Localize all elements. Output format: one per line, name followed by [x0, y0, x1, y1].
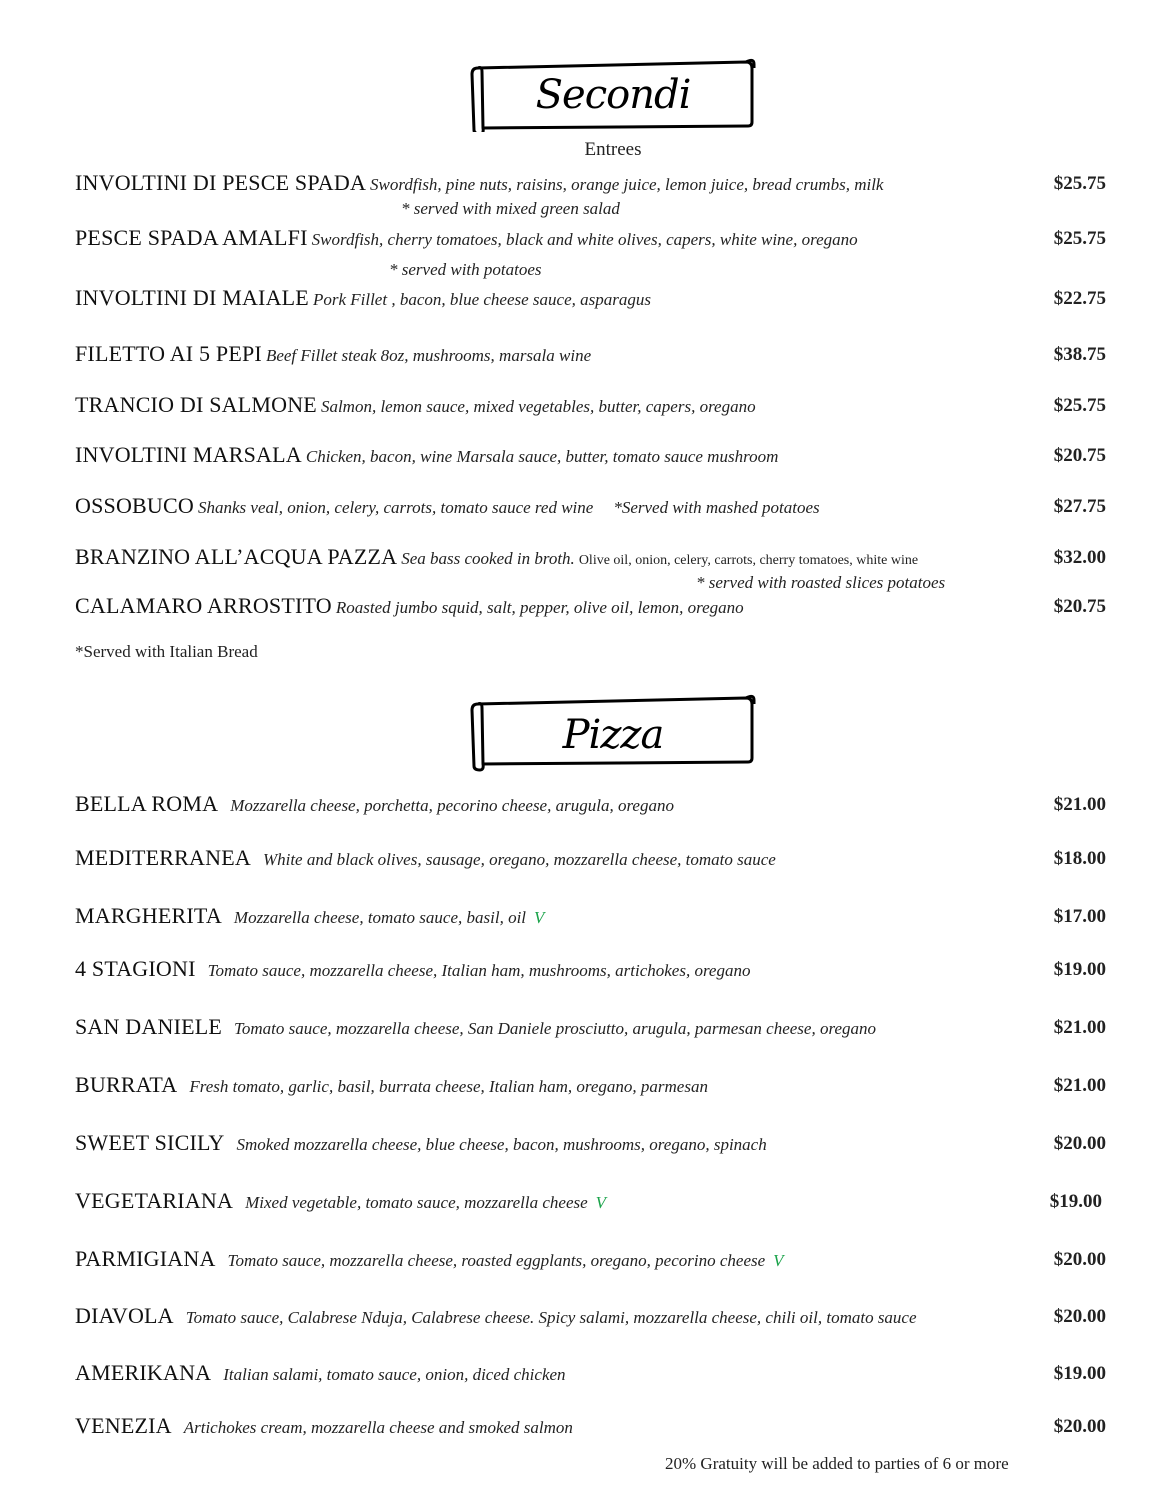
- item-description: Smoked mozzarella cheese, blue cheese, bacon, mushrooms, oregano, spinach: [236, 1135, 767, 1154]
- item-name: BURRATA: [75, 1072, 178, 1097]
- item-price: $27.75: [1053, 496, 1106, 517]
- menu-item: [75, 1303, 917, 1329]
- item-name: PARMIGIANA: [75, 1246, 216, 1271]
- item-note: * served with roasted slices potatoes: [696, 573, 946, 592]
- item-description-detail: Olive oil, onion, celery, carrots, cherry tomatoes, white wine: [578, 553, 919, 568]
- item-price: $22.75: [1053, 288, 1106, 309]
- item-price: $19.00: [1053, 1363, 1106, 1384]
- menu-item: [75, 791, 674, 817]
- item-price: $25.75: [1053, 228, 1106, 249]
- item-note: *Served with mashed potatoes: [613, 498, 820, 517]
- gratuity-note: 20% Gratuity will be added to parties of 6 or more: [665, 1454, 1009, 1473]
- menu-item: [75, 1360, 566, 1386]
- item-name: VEGETARIANA: [75, 1188, 234, 1213]
- item-note: * served with potatoes: [389, 260, 542, 279]
- menu-item: [75, 1246, 784, 1272]
- menu-item: [75, 1014, 876, 1040]
- pizza-title: Pizza: [562, 712, 664, 758]
- item-price: $21.00: [1053, 1017, 1106, 1038]
- secondi-subtitle: Entrees: [584, 139, 642, 160]
- item-price: $25.75: [1053, 395, 1106, 416]
- item-description: Chicken, bacon, wine Marsala sauce, butter, tomato sauce mushroom: [305, 447, 779, 466]
- item-description: Tomato sauce, mozzarella cheese, San Daniele prosciutto, arugula, parmesan cheese, oregano: [234, 1019, 876, 1038]
- item-price: $19.00: [1049, 1191, 1102, 1212]
- item-description: Mozzarella cheese, porchetta, pecorino cheese, arugula, oregano: [230, 796, 674, 815]
- vegetarian-icon: V: [773, 1251, 784, 1270]
- item-name: BRANZINO ALL’ACQUA PAZZA: [75, 544, 398, 569]
- item-price: $32.00: [1053, 547, 1106, 568]
- item-name: CALAMARO ARROSTITO: [75, 593, 332, 618]
- secondi-banner: [470, 56, 756, 132]
- menu-item: [75, 544, 918, 570]
- menu-item: [75, 1072, 708, 1098]
- menu-item: [75, 903, 544, 929]
- item-description: White and black olives, sausage, oregano, mozzarella cheese, tomato sauce: [262, 850, 776, 869]
- item-price: $20.00: [1053, 1133, 1106, 1154]
- bread-footnote: *Served with Italian Bread: [75, 642, 258, 661]
- menu-item: [75, 341, 591, 367]
- item-name: 4 STAGIONI: [75, 956, 196, 981]
- item-price: $20.75: [1053, 445, 1106, 466]
- item-price: $21.00: [1053, 1075, 1106, 1096]
- item-name: INVOLTINI MARSALA: [75, 442, 302, 467]
- menu-item: [75, 285, 651, 311]
- item-description: Sea bass cooked in broth.: [401, 549, 575, 568]
- item-description: Fresh tomato, garlic, basil, burrata cheese, Italian ham, oregano, parmesan: [189, 1077, 708, 1096]
- item-name: DIAVOLA: [75, 1303, 174, 1328]
- menu-item: [75, 1130, 767, 1156]
- item-name: MEDITERRANEA: [75, 845, 251, 870]
- item-description: Salmon, lemon sauce, mixed vegetables, butter, capers, oregano: [320, 397, 756, 416]
- menu-item: [75, 170, 883, 196]
- menu-item: [75, 392, 756, 418]
- item-price: $20.00: [1053, 1416, 1106, 1437]
- item-name: AMERIKANA: [75, 1360, 212, 1385]
- item-description: Tomato sauce, Calabrese Nduja, Calabrese cheese. Spicy salami, mozzarella cheese, chili oil, tomato sauce: [185, 1308, 917, 1327]
- item-description: Beef Fillet steak 8oz, mushrooms, marsala wine: [265, 346, 592, 365]
- item-name: INVOLTINI DI PESCE SPADA: [75, 170, 367, 195]
- item-price: $20.00: [1053, 1249, 1106, 1270]
- menu-item: [75, 956, 750, 982]
- item-price: $20.75: [1053, 596, 1106, 617]
- menu-item: [75, 442, 778, 468]
- menu-item: [75, 845, 776, 871]
- item-price: $18.00: [1053, 848, 1106, 869]
- pizza-banner: [470, 692, 756, 768]
- item-name: SAN DANIELE: [75, 1014, 223, 1039]
- item-name: SWEET SICILY: [75, 1130, 225, 1155]
- menu-item: [75, 493, 820, 519]
- item-description: Mozzarella cheese, tomato sauce, basil, oil: [233, 908, 527, 927]
- item-description: Italian salami, tomato sauce, onion, diced chicken: [223, 1365, 566, 1384]
- item-description: Pork Fillet , bacon, blue cheese sauce, asparagus: [312, 290, 651, 309]
- item-price: $20.00: [1053, 1306, 1106, 1327]
- item-name: BELLA ROMA: [75, 791, 219, 816]
- menu-item: [75, 1188, 606, 1214]
- item-price: $21.00: [1053, 794, 1106, 815]
- menu-item: [75, 1413, 573, 1439]
- item-price: $38.75: [1053, 344, 1106, 365]
- item-description: Tomato sauce, mozzarella cheese, Italian ham, mushrooms, artichokes, oregano: [207, 961, 751, 980]
- secondi-title: Secondi: [535, 72, 691, 118]
- item-price: $25.75: [1053, 173, 1106, 194]
- item-description: Shanks veal, onion, celery, carrots, tomato sauce red wine: [197, 498, 594, 517]
- item-description: Artichokes cream, mozzarella cheese and smoked salmon: [183, 1418, 573, 1437]
- item-price: $19.00: [1053, 959, 1106, 980]
- item-name: INVOLTINI DI MAIALE: [75, 285, 309, 310]
- item-description: Swordfish, pine nuts, raisins, orange juice, lemon juice, bread crumbs, milk: [370, 175, 884, 194]
- item-price: $17.00: [1053, 906, 1106, 927]
- item-name: TRANCIO DI SALMONE: [75, 392, 317, 417]
- item-name: MARGHERITA: [75, 903, 222, 928]
- item-name: OSSOBUCO: [75, 493, 194, 518]
- item-name: FILETTO AI 5 PEPI: [75, 341, 262, 366]
- item-name: VENEZIA: [75, 1413, 172, 1438]
- item-name: PESCE SPADA AMALFI: [75, 225, 308, 250]
- menu-item: [75, 593, 744, 619]
- item-note: * served with mixed green salad: [401, 199, 620, 218]
- item-description: Roasted jumbo squid, salt, pepper, olive oil, lemon, oregano: [335, 598, 744, 617]
- menu-item: [75, 225, 858, 251]
- item-description: Mixed vegetable, tomato sauce, mozzarella cheese: [245, 1193, 588, 1212]
- vegetarian-icon: V: [534, 908, 545, 927]
- item-description: Tomato sauce, mozzarella cheese, roasted eggplants, oregano, pecorino cheese: [227, 1251, 766, 1270]
- vegetarian-icon: V: [595, 1193, 607, 1212]
- item-description: Swordfish, cherry tomatoes, black and white olives, capers, white wine, oregano: [311, 230, 858, 249]
